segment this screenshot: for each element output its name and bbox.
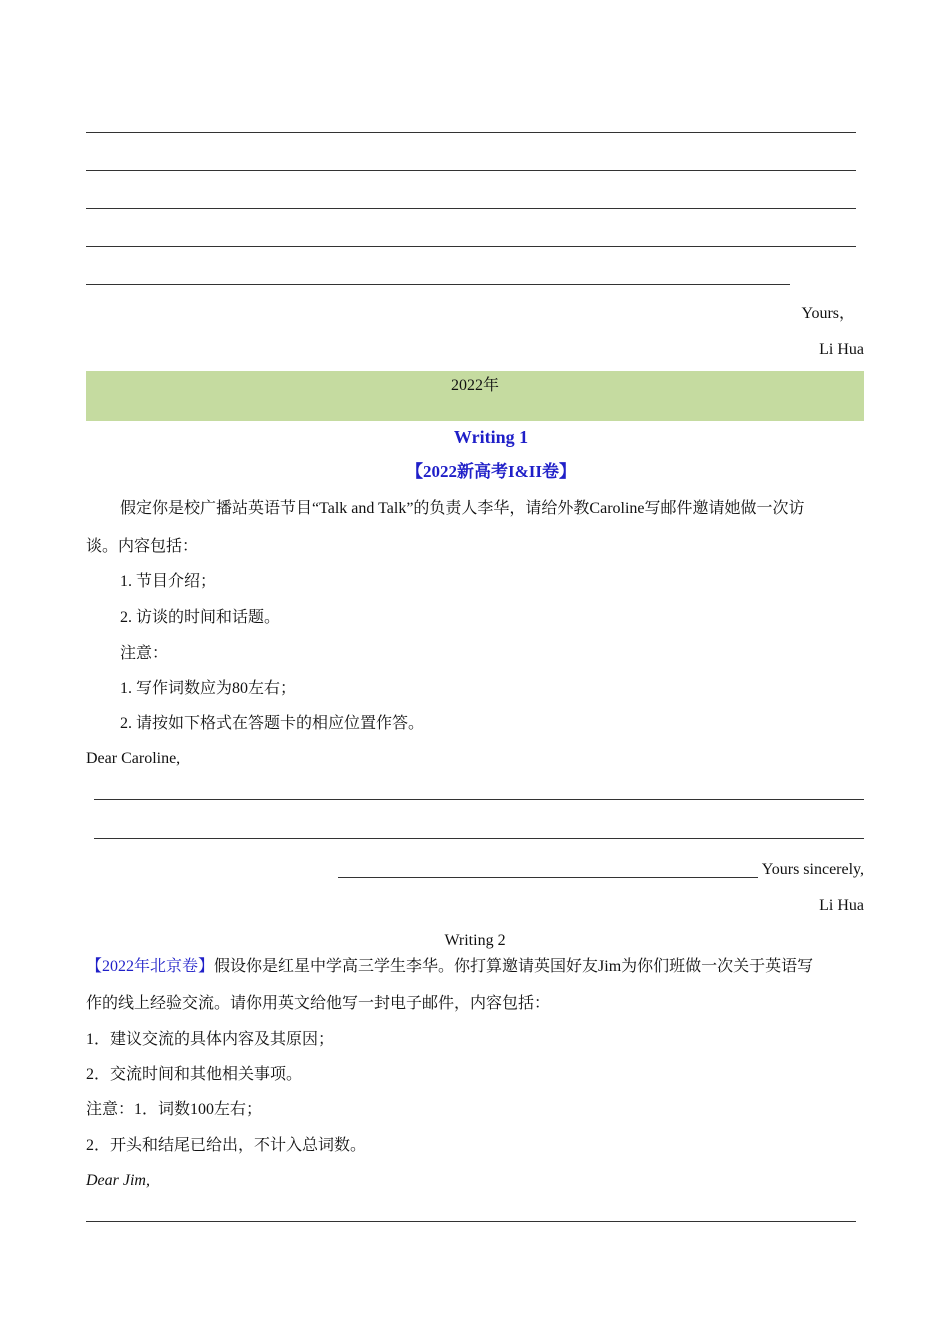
writing1-note1: 1. 写作词数应为80左右； — [120, 680, 297, 697]
answer-line — [86, 170, 856, 171]
writing1-note2: 2. 请按如下格式在答题卡的相应位置作答。 — [120, 715, 425, 732]
section-year: 2022年 — [450, 377, 499, 394]
writing2-note1: 注意：1．词数100左右； — [86, 1101, 263, 1118]
writing1-closing: Yours sincerely, — [761, 861, 864, 878]
answer-line — [94, 799, 864, 800]
letter-closing: Yours， — [801, 305, 855, 322]
writing1-title: Writing 1 — [453, 427, 529, 447]
writing2-prompt-line2: 作的线上经验交流。请你用英文给他写一封电子邮件，内容包括： — [86, 995, 551, 1012]
writing2-source: 【2022年北京卷】 — [86, 958, 215, 975]
writing1-prompt-line2: 谈。内容包括： — [86, 538, 199, 555]
answer-line — [94, 838, 864, 839]
writing2-point1: 1．建议交流的具体内容及其原因； — [86, 1031, 335, 1048]
writing2-salutation: Dear Jim, — [86, 1172, 150, 1189]
answer-line — [338, 877, 758, 878]
answer-line — [86, 132, 856, 133]
writing1-source: 【2022新高考I&II卷】 — [405, 462, 576, 481]
answer-line — [86, 284, 790, 285]
writing1-salutation: Dear Caroline, — [86, 750, 181, 767]
writing2-point2: 2．交流时间和其他相关事项。 — [86, 1066, 303, 1083]
writing1-prompt-line1: 假定你是校广播站英语节目“Talk and Talk”的负责人李华，请给外教Caroline写邮件邀请她做一次访 — [120, 500, 805, 517]
answer-line — [86, 1221, 856, 1222]
answer-line — [86, 246, 856, 247]
writing2-title: Writing 2 — [444, 932, 506, 949]
writing2-prompt-text: 假设你是红星中学高三学生李华。你打算邀请英国好友Jim为你们班做一次关于英语写 — [214, 958, 814, 975]
letter-signature: Li Hua — [819, 341, 864, 358]
writing1-note-label: 注意： — [120, 645, 169, 662]
writing2-note2: 2．开头和结尾已给出，不计入总词数。 — [86, 1137, 367, 1154]
writing1-point2: 2. 访谈的时间和话题。 — [120, 609, 281, 626]
answer-line — [86, 208, 856, 209]
writing1-signature: Li Hua — [819, 897, 864, 914]
writing2-prompt-line1 — [86, 957, 813, 977]
writing1-point1: 1. 节目介绍； — [120, 573, 217, 590]
